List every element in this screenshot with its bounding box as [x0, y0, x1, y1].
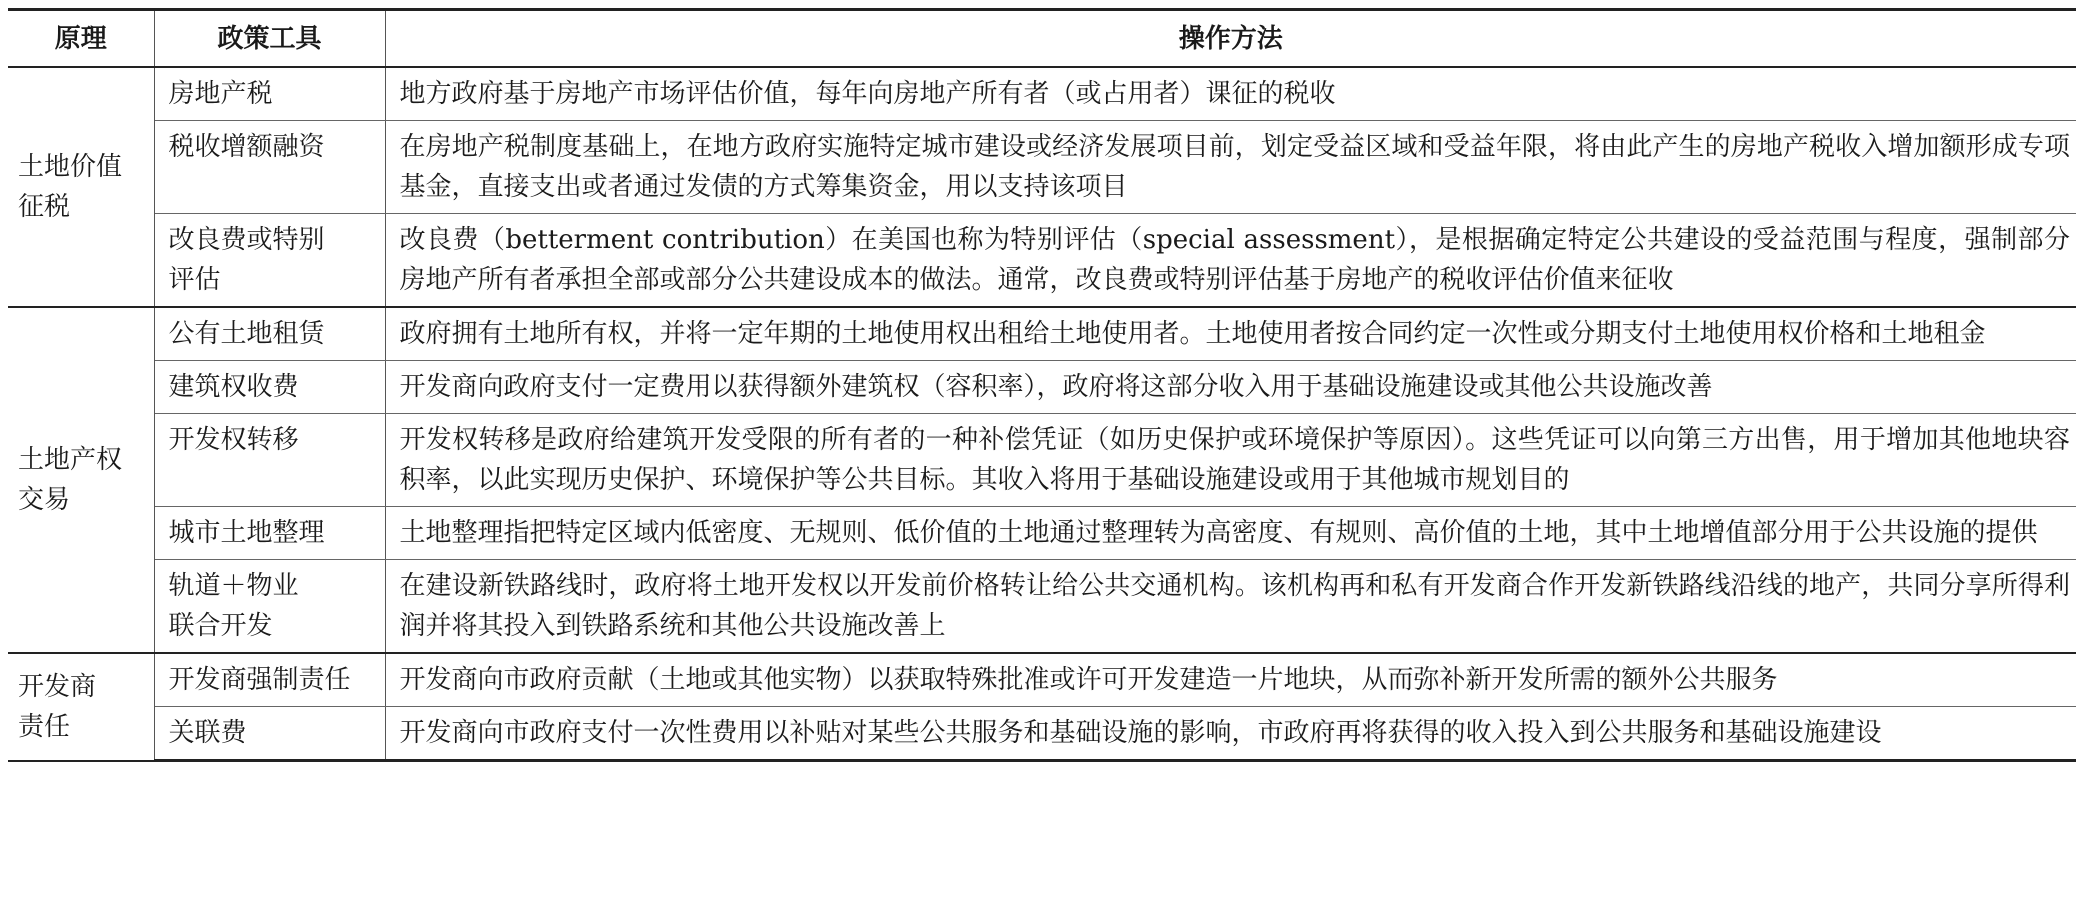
table-row: [8, 307, 2076, 361]
tool-cell: 税收增额融资: [154, 121, 385, 214]
method-cell: 开发商向政府支付一定费用以获得额外建筑权（容积率），政府将这部分收入用于基础设施建设或其他公共设施改善: [385, 361, 2076, 414]
group-developer-obligation: [8, 653, 154, 761]
tool-cell: 改良费或特别 评估: [154, 214, 385, 308]
table-row: [8, 67, 2076, 121]
header-method: 操作方法: [385, 10, 2076, 68]
table-body: [8, 67, 2076, 761]
table-row: [8, 560, 2076, 654]
table-row: [8, 707, 2076, 761]
tool-cell: 轨道＋物业 联合开发: [154, 560, 385, 654]
table-row: [8, 507, 2076, 560]
method-cell: 地方政府基于房地产市场评估价值，每年向房地产所有者（或占用者）课征的税收: [385, 67, 2076, 121]
tool-cell: 公有土地租赁: [154, 307, 385, 361]
tool-cell: 关联费: [154, 707, 385, 761]
table-row: [8, 414, 2076, 507]
header-tool: 政策工具: [154, 10, 385, 68]
header-principle: 原理: [8, 10, 154, 68]
policy-tools-table: [8, 8, 2076, 762]
group-label: 土地价值 征税: [18, 152, 123, 222]
group-label: 开发商 责任: [18, 671, 97, 742]
method-cell: 土地整理指把特定区域内低密度、无规则、低价值的土地通过整理转为高密度、有规则、高价值的土地，其中土地增值部分用于公共设施的提供: [385, 507, 2076, 560]
method-cell: 政府拥有土地所有权，并将一定年期的土地使用权出租给土地使用者。土地使用者按合同约定一次性或分期支付土地使用权价格和土地租金: [385, 307, 2076, 361]
table-row: [8, 121, 2076, 214]
table-row: [8, 361, 2076, 414]
table-header: [8, 10, 2076, 68]
method-cell: 在建设新铁路线时，政府将土地开发权以开发前价格转让给公共交通机构。该机构再和私有开发商合作开发新铁路线沿线的地产，共同分享所得利润并将其投入到铁路系统和其他公共设施改善上: [385, 560, 2076, 654]
tool-cell: 开发权转移: [154, 414, 385, 507]
table-row: [8, 214, 2076, 308]
group-label: 土地产权 交易: [18, 445, 123, 515]
method-cell: 在房地产税制度基础上，在地方政府实施特定城市建设或经济发展项目前，划定受益区域和受益年限，将由此产生的房地产税收入增加额形成专项基金，直接支出或者通过发债的方式筹集资金，用以支持该项目: [385, 121, 2076, 214]
tool-cell: 房地产税: [154, 67, 385, 121]
group-land-rights-trading: [8, 307, 154, 653]
tool-cell: 开发商强制责任: [154, 653, 385, 707]
method-cell: 改良费（betterment contribution）在美国也称为特别评估（special assessment），是根据确定特定公共建设的受益范围与程度，强制部分房地产所有者承担全部或部分公共建设成本的做法。通常，改良费或特别评估基于房地产的税收评估价值来征收: [385, 214, 2076, 308]
method-cell: 开发商向市政府贡献（土地或其他实物）以获取特殊批准或许可开发建造一片地块，从而弥补新开发所需的额外公共服务: [385, 653, 2076, 707]
method-cell: 开发权转移是政府给建筑开发受限的所有者的一种补偿凭证（如历史保护或环境保护等原因）。这些凭证可以向第三方出售，用于增加其他地块容积率，以此实现历史保护、环境保护等公共目标。其收入将用于基础设施建设或用于其他城市规划目的: [385, 414, 2076, 507]
method-cell: 开发商向市政府支付一次性费用以补贴对某些公共服务和基础设施的影响，市政府再将获得的收入投入到公共服务和基础设施建设: [385, 707, 2076, 761]
tool-cell: 建筑权收费: [154, 361, 385, 414]
tool-cell: 城市土地整理: [154, 507, 385, 560]
group-land-value-tax: [8, 67, 154, 307]
table-row: [8, 653, 2076, 707]
